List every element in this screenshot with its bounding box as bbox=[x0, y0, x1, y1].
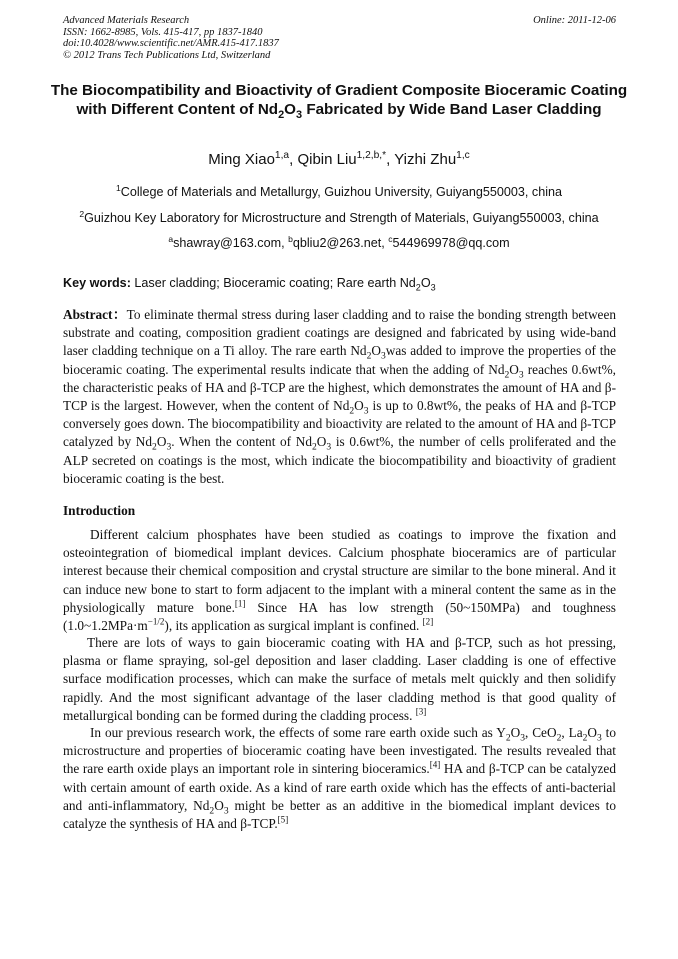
affiliation-1: $^1$College of Materials and Metallurgy, Guizhou University, Guiyang550003, china bbox=[115, 182, 562, 199]
author-name: Ming Xiao bbox=[208, 151, 275, 168]
author-list: Ming Xiao$^{1,a}$, Qibin Liu$^{1,2,b,*}$, Yizhi Zhu$^{1,c}$ bbox=[208, 150, 470, 168]
doi-line: doi:10.4028/www.scientific.net/AMR.415-417.1837 bbox=[63, 38, 279, 49]
page-header bbox=[63, 15, 616, 61]
issn-line: ISSN: 1662-8985, Vols. 415-417, pp 1837-1840 bbox=[63, 26, 263, 38]
author-emails: $^a$shawray@163.com, $^b$qbliu2@263.net, $^c$544969978@qq.com bbox=[168, 233, 510, 250]
keywords-label: Key words: bbox=[63, 276, 131, 290]
journal-name: Advanced Materials Research bbox=[63, 15, 190, 26]
citation-link[interactable]: [3] bbox=[415, 706, 427, 717]
author-name: Qibin Liu bbox=[297, 151, 357, 168]
abstract-label: Abstract： bbox=[63, 307, 127, 322]
citation-link[interactable]: [2] bbox=[422, 616, 434, 627]
abstract: Abstract：To eliminate thermal stress during laser cladding and to raise the bonding strength between substrate and coating, composition gradient coatings are designed and fabricated by using wide-band laser cladding technique on a Ti alloy. The rare earth $Nd_2O_3was$ added to improve the properties of the bioceramic coating. The experimental results indicate that when the adding of $Nd_2O_3$ reaches 0.6wt%, the characteristic peaks of HA and β-TCP are the highest, which demonstrates the amount of HA and β-TCP is the largest. However, when the content of $Nd_2O_3$ is up to 0.8wt%, the peaks of HA and β-TCP conversely goes down. The biocompatibility and bioactivity are related to the amount of HA and β-TCP catalyzed by $Nd_2O_3$. When the content of $Nd_2O_3$ is 0.6wt%, the number of cells proliferated and the ALP secreted on coatings is the most, which indicate the biocompatibility and bioactivity of gradient bioceramic coating is the best. bbox=[63, 307, 616, 486]
citation-link[interactable]: [1] bbox=[234, 598, 246, 609]
author-name: Yizhi Zhu bbox=[394, 151, 457, 168]
affiliation-2: $^2$Guizhou Key Laboratory for Microstructure and Strength of Materials, Guiyang550003, china bbox=[79, 208, 599, 225]
intro-paragraph-2: There are lots of ways to gain bioceramic coating with HA and β-TCP, such as hot pressing, plasma or flame spraying, sol-gel deposition and laser cladding. Laser cladding is one of effective surface modification processes, which can make the surface of metals melt quickly and then solidify rapidly. And the most significant advantage of the laser cladding method is that good quality of metallurgical bonding can be formed during the cladding process. [3] bbox=[63, 635, 616, 723]
section-heading-introduction: Introduction bbox=[63, 503, 136, 518]
intro-paragraph-3: In our previous research work, the effects of some rare earth oxide such as $Y_2O_3$, CeO$_2$, $La_2O_3$ to microstructure and properties of bioceramic coating have been investigated. The results revealed that the rare earth oxide plays an important role in sintering bioceramics.[4] HA and β-TCP can be catalyzed with certain amount of earth oxide. As a kind of rare earth oxide which has the effects of anti-bacterial and anti-inflammatory, $Nd_2O_3$ might be better as an additive in the biomedical implant devices to catalyze the synthesis of HA and β-TCP.[5] bbox=[63, 725, 616, 832]
citation-link[interactable]: [4] bbox=[429, 759, 441, 770]
citation-link[interactable]: [5] bbox=[277, 814, 289, 825]
paper-title: The Biocompatibility and Bioactivity of Gradient Composite Bioceramic Coating with Different Content of $Nd_2O_3$ Fabricated by Wide Band Laser Cladding bbox=[50, 82, 628, 121]
intro-paragraph-1: Different calcium phosphates have been studied as coatings to improve the fixation and osteointegration of biomedical implant devices. Calcium phosphate bioceramics are of particular interest because their chemical composition and crystal structure are similar to the bone mineral. And it can induce new bone to start to form adjacent to the implant with a mineral content the same as in the physiologically mature bone.[1] Since HA has low strength (50~150MPa) and toughness $(1.0\sim 1.2MPa\cdot m^{-1/2})$, its application as surgical implant is confined. [2] bbox=[63, 527, 616, 634]
copyright-line: © 2012 Trans Tech Publications Ltd, Switzerland bbox=[63, 49, 271, 61]
online-date: Online: 2011-12-06 bbox=[533, 15, 616, 26]
keywords: Key words: Laser cladding; Bioceramic coating; Rare earth $Nd_2O_3$ bbox=[63, 276, 436, 293]
